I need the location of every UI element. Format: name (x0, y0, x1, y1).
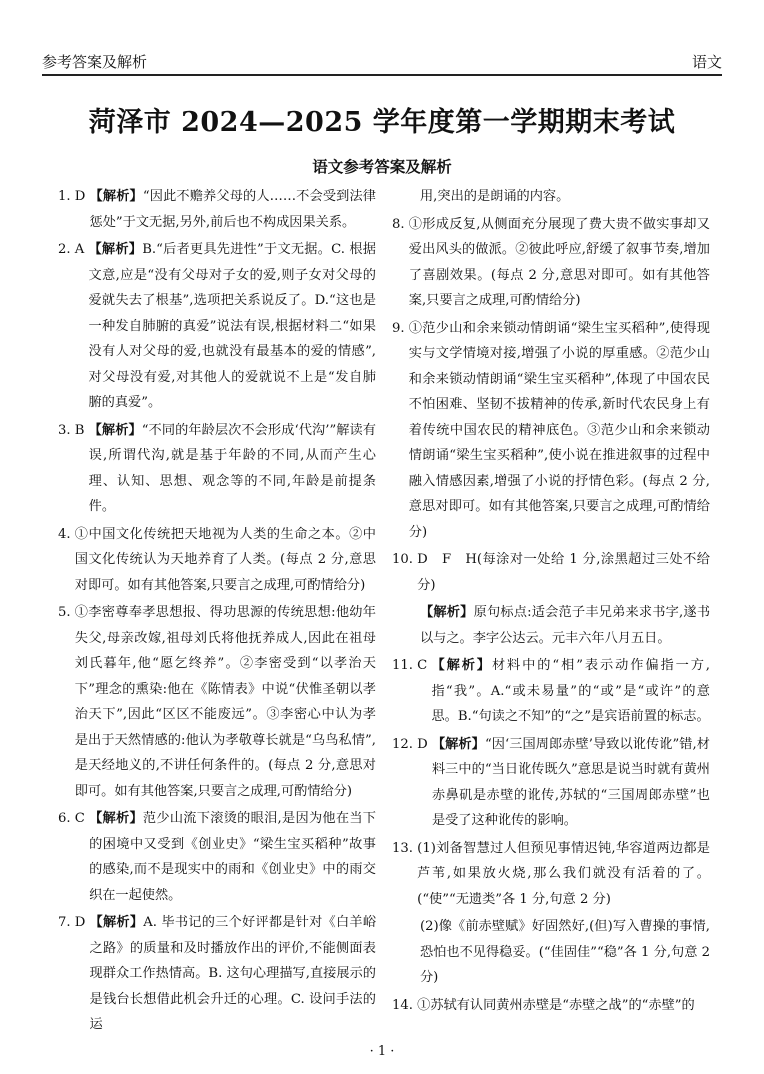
item-text: “不同的年龄层次不会形成‘代沟’”解读有误,所谓代沟,就是基于年龄的不同,从而产生心理、认知、思想、观念等的不同,年龄是前提条件。 (88, 422, 376, 514)
continued-text: 用,突出的是朗诵的内容。 (420, 189, 570, 204)
item-text: ①中国文化传统把天地视为人类的生命之本。②中国文化传统认为天地养育了人类。(每点 2 分,意思对即可。如有其他答案,只要言之成理,可酌情给分) (74, 526, 376, 593)
analysis-tag: 【解析】 (89, 811, 143, 826)
item-number: 8. (392, 216, 409, 232)
item-text: (1)刘备智慧过人但预见事情迟钝,华容道两边都是芦苇,如果放火烧,那么我们就没有活着的了。(“使”“无遗类”各 1 分,句意 2 分) (417, 840, 710, 907)
item-number: 1. D (58, 189, 90, 204)
item-number: 10. (392, 552, 418, 567)
item-text: ①形成反复,从侧面充分展现了费大贵不做实事却又爱出风头的做派。②彼此呼应,舒缓了叙事节奏,增加了喜剧效果。(每点 2 分,意思对即可。如有其他答案,只要言之成理,可酌情给分) (408, 216, 710, 308)
item-10-analysis (392, 600, 710, 651)
analysis-tag: 【解析】 (420, 605, 474, 620)
answer-item (58, 806, 376, 908)
item-number: 7. D (58, 915, 90, 930)
item-number: 4. (58, 526, 75, 542)
answer-item (58, 600, 376, 804)
header-right-label: 语文 (691, 53, 722, 71)
item-text: 原句标点:适会范子丰兄弟来求书字,遂书以与之。李字公达云。元丰六年八月五日。 (420, 605, 711, 646)
item-text: D F H(每涂对一处给 1 分,涂黑超过三处不给分) (417, 552, 710, 593)
document-title: 菏泽市 2024—2025 学年度第一学期期末考试 (88, 107, 676, 138)
right-column (392, 184, 710, 1020)
analysis-tag: 【解析】 (88, 242, 143, 257)
item-text: “因‘三国周郎赤壁’导致以讹传讹”错,材料三中的“当日讹传既久”意思是说当时就有黄州赤鼻矶是赤壁的讹传,苏轼的“三国周郎赤壁”也是受了这种讹传的影响。 (431, 736, 710, 828)
item-number: 11. C (392, 658, 432, 673)
item-13-part2: (2)像《前赤壁赋》好固然好,(但)写入曹操的事情,恐怕也不见得稳妥。(“佳固佳”“稳”各 1 分,句意 2 分) (420, 919, 710, 985)
answer-item (58, 418, 376, 520)
item-text: ①范少山和余来锁动情朗诵“梁生宝买稻种”,使得现实与文学情境对接,增强了小说的厚重感。②范少山和余来锁动情朗诵“梁生宝买稻种”,体现了中国农民不怕困难、坚韧不拔精神的传承,新时代农民身上有着传统中国农民的精神底色。③范少山和余来锁动情朗诵“梁生宝买稻种”,使小说在推进叙事的过程中融入情感因素,增强了小说的抒情色彩。(每点 2 分,意思对即可。如有其他答案,只要言之成理,可酌情给分) (408, 320, 710, 540)
answer-item (392, 732, 710, 834)
answer-item (58, 184, 376, 235)
answer-item (392, 316, 710, 546)
analysis-tag: 【解析】 (89, 189, 143, 204)
item-text: “因此不赡养父母的人……不会受到法律惩处”于文无据,另外,前后也不构成因果关系。 (89, 189, 376, 230)
item-text: 材料中的“相”表示动作偏指一方,指“我”。A.“或未易量”的“或”是“或许”的意思。B.“句读之不知”的“之”是宾语前置的标志。 (431, 658, 711, 724)
answer-item (58, 237, 376, 416)
item-number: 3. B (58, 422, 89, 438)
item-number: 14. (392, 997, 418, 1013)
left-column (58, 184, 376, 1040)
answer-item (392, 547, 710, 598)
answer-item (392, 653, 710, 730)
item-text: ①李密尊奉孝思想报、得功思源的传统思想:他幼年失父,母亲改嫁,祖母刘氏将他抚养成人,因此在祖母刘氏暮年,他“愿乞终养”。②李密受到“以孝治天下”理念的熏染:他在《陈情表》中说“伏惟圣朝以孝治天下”,因此“区区不能废远”。③李密心中认为孝是出于天然情感的:他认为孝敬尊长就是“乌鸟私情”,是天经地义的,不讲任何条件的。(每点 2 分,意思对即可。如有其他答案,只要言之成理,可酌情给分) (74, 605, 376, 799)
page-number: · 1 · (369, 1044, 395, 1059)
item-text: A. 毕书记的三个好评都是针对《白羊峪之路》的质量和及时播放作出的评价,不能侧面表现群众工作热情高。B. 这句心理描写,直接展示的是钱台长想借此机会升迁的心理。C. 设问手法的运 (89, 915, 377, 1032)
analysis-tag: 【解析】 (89, 915, 144, 930)
page-header (42, 42, 722, 76)
item-number: 5. (58, 605, 75, 620)
item-number: 6. C (58, 811, 90, 826)
answer-item (392, 212, 710, 314)
answer-item (58, 910, 376, 1038)
item-number: 9. (392, 320, 409, 336)
item-number: 12. D (392, 736, 432, 752)
document-subtitle: 语文参考答案及解析 (312, 157, 452, 176)
item-text: 范少山流下滚烫的眼泪,是因为他在当下的困境中又受到《创业史》“梁生宝买稻种”故事的感染,而不是现实中的雨和《创业史》中的雨交织在一起使然。 (89, 811, 376, 903)
analysis-tag: 【解析】 (88, 422, 142, 438)
header-left-label: 参考答案及解析 (42, 53, 148, 71)
item-text: ①苏轼有认同黄州赤壁是“赤壁之战”的“赤壁”的 (417, 997, 695, 1013)
answer-item (392, 993, 710, 1019)
item-number: 13. (392, 840, 418, 856)
item-text: B.“后者更具先进性”于文无据。C. 根据文意,应是“没有父母对子女的爱,则子女对父母的爱就失去了根基”,选项把关系说反了。D.“这也是一种发自肺腑的真爱”说法有误,根据材料二“如果没有人对父母的爱,也就没有最基本的爱的情感”,对父母没有爱,对其他人的爱就说不上是“发自肺腑的真爱”。 (88, 242, 376, 410)
item-number: 2. A (58, 242, 89, 257)
analysis-tag: 【解析】 (431, 736, 485, 752)
analysis-tag: 【解析】 (431, 658, 492, 673)
answer-item (392, 836, 710, 913)
answer-item (58, 522, 376, 599)
